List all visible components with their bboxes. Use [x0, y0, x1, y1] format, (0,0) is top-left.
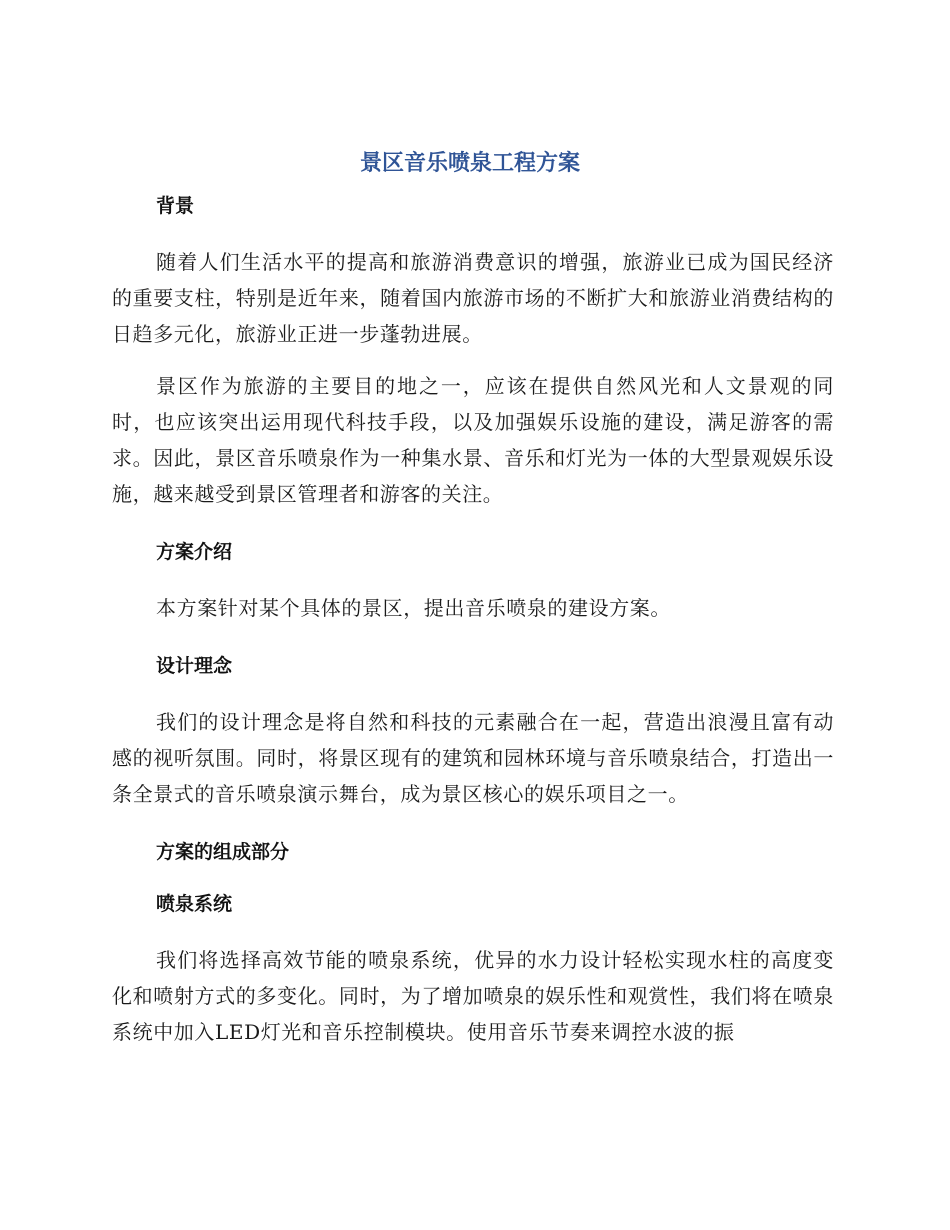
fountain-paragraph-1: 我们将选择高效节能的喷泉系统，优异的水力设计轻松实现水柱的高度变化和喷射方式的多变化。同时，为了增加喷泉的娱乐性和观赏性，我们将在喷泉系统中加入LED灯光和音乐控制模块。使用音乐节奏来调控水波的振 [112, 948, 834, 1044]
section-heading-intro: 方案介绍 [156, 541, 233, 563]
document-body [112, 148, 834, 1050]
section-heading-concept: 设计理念 [156, 655, 233, 677]
background-paragraph-1: 随着人们生活水平的提高和旅游消费意识的增强，旅游业已成为国民经济的重要支柱，特别是近年来，随着国内旅游市场的不断扩大和旅游业消费结构的日趋多元化，旅游业正进一步蓬勃进展。 [112, 250, 834, 346]
section-heading-components: 方案的组成部分 [156, 841, 290, 863]
section-heading-fountain: 喷泉系统 [156, 893, 233, 915]
background-paragraph-2: 景区作为旅游的主要目的地之一，应该在提供自然风光和人文景观的同时，也应该突出运用现代科技手段，以及加强娱乐设施的建设，满足游客的需求。因此，景区音乐喷泉作为一种集水景、音乐和灯光为一体的大型景观娱乐设施，越来越受到景区管理者和游客的关注。 [112, 374, 834, 506]
intro-paragraph-1: 本方案针对某个具体的景区，提出音乐喷泉的建设方案。 [156, 596, 671, 620]
section-heading-background: 背景 [156, 195, 195, 217]
concept-paragraph-1: 我们的设计理念是将自然和科技的元素融合在一起，营造出浪漫且富有动感的视听氛围。同时，将景区现有的建筑和园林环境与音乐喷泉结合，打造出一条全景式的音乐喷泉演示舞台，成为景区核心的娱乐项目之一。 [112, 710, 834, 806]
document-title: 景区音乐喷泉工程方案 [359, 151, 580, 176]
